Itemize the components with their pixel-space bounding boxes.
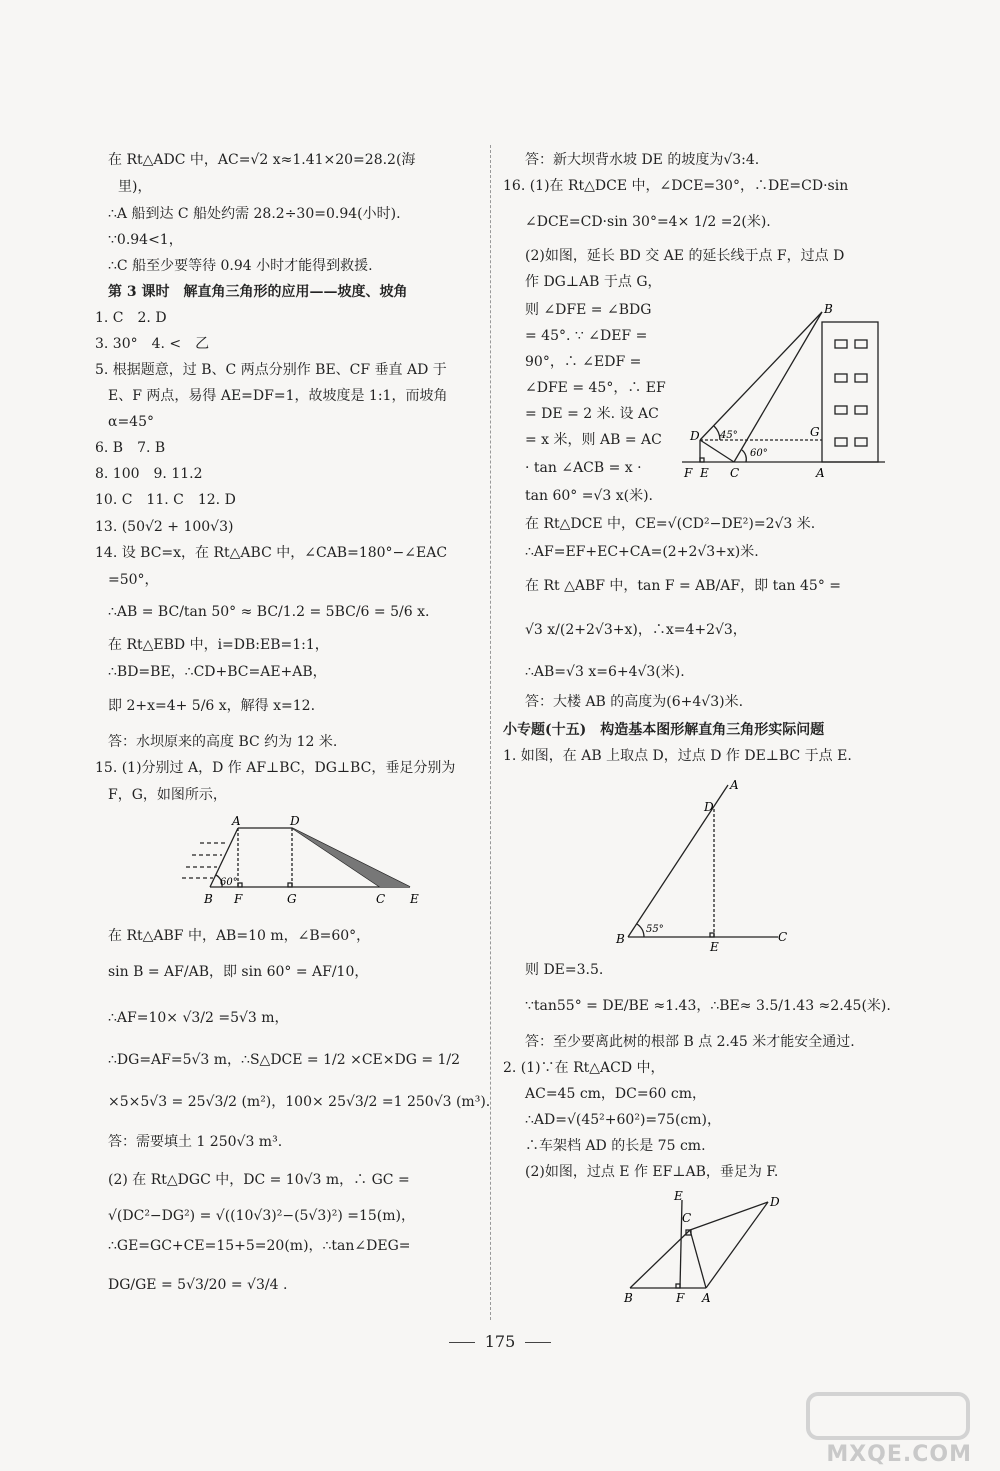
left-line: ∴AB = BC/tan 50° ≈ BC/1.2 = 5BC/6 = 5/6 x.	[108, 604, 430, 620]
left-line: 1. C 2. D	[95, 310, 167, 326]
right-line: (2)如图，过点 E 作 EF⊥AB，垂足为 F.	[525, 1164, 779, 1180]
right-line: = x 米，则 AB = AC	[525, 432, 662, 448]
fig15-label-a: A	[232, 814, 241, 828]
fig1-angle: 55°	[646, 924, 664, 935]
fig1-label-c: C	[778, 930, 788, 944]
fig16-angle-45: 45°	[720, 430, 738, 441]
left-line: =50°，	[108, 572, 159, 588]
fig16-label-a: A	[816, 466, 825, 480]
right-line: = DE = 2 米. 设 AC	[525, 406, 659, 422]
fig16-label-f: F	[684, 466, 693, 480]
fig15-angle: 60°	[220, 877, 238, 888]
right-line: 则 DE=3.5.	[525, 962, 604, 978]
right-line: ∵tan55° = DE/BE ≈1.43，∴BE≈ 3.5/1.43 ≈2.45(米).	[525, 998, 891, 1014]
left-line: α=45°	[108, 414, 154, 430]
right-line: 在 Rt△DCE 中，CE=√(CD²−DE²)=2√3 米.	[525, 516, 816, 532]
right-line: 90°，∴ ∠EDF =	[525, 354, 642, 370]
left-line: 在 Rt△EBD 中，i=DB:EB=1:1，	[108, 637, 329, 653]
column-divider	[490, 145, 491, 1320]
fig2-label-e: E	[674, 1189, 683, 1203]
fig16-angle-60: 60°	[750, 448, 768, 459]
left-line: ∴BD=BE，∴CD+BC=AE+AB，	[108, 664, 327, 680]
left-line: 13. (50√2 + 100√3)	[95, 519, 234, 535]
right-line: √3 x/(2+2√3+x)，∴x=4+2√3，	[525, 622, 747, 638]
fig16-label-d: D	[690, 429, 700, 443]
fig1-label-d: D	[704, 800, 714, 814]
left-line: 3. 30° 4. < 乙	[95, 336, 210, 352]
right-line: · tan ∠ACB = x ·	[525, 460, 642, 476]
right-line: 作 DG⊥AB 于点 G，	[525, 274, 662, 290]
right-line: = 45°. ∵ ∠DEF =	[525, 328, 648, 344]
right-line: 16. (1)在 Rt△DCE 中，∠DCE=30°，∴DE=CD·sin	[503, 178, 849, 194]
left-line: 里)，	[118, 179, 152, 195]
right-line: 2. (1)∵在 Rt△ACD 中，	[503, 1060, 665, 1076]
fig2-label-c: C	[682, 1211, 692, 1225]
fig16-label-c: C	[730, 466, 740, 480]
right-line: 小专题(十五) 构造基本图形解直角三角形实际问题	[503, 722, 825, 738]
right-line: 答：大楼 AB 的高度为(6+4√3)米.	[525, 694, 744, 710]
right-line: 在 Rt △ABF 中，tan F = AB/AF，即 tan 45° =	[525, 578, 842, 594]
fig2-label-b: B	[624, 1291, 633, 1305]
left-line: ∴C 船至少要等待 0.94 小时才能得到救援.	[108, 258, 373, 274]
right-line: (2)如图，延长 BD 交 AE 的延长线于点 F，过点 D	[525, 248, 845, 264]
right-line: ∴AD=√(45²+60²)=75(cm)，	[525, 1112, 721, 1128]
figure-2-bike	[620, 1190, 790, 1310]
left-line: ∵0.94<1，	[108, 232, 183, 248]
left-line: (2) 在 Rt△DGC 中，DC = 10√3 m，∴ GC =	[108, 1172, 410, 1188]
right-line: 答：至少要离此树的根部 B 点 2.45 米才能安全通过.	[525, 1034, 855, 1050]
left-line: 在 Rt△ABF 中，AB=10 m，∠B=60°，	[108, 928, 371, 944]
left-line: 6. B 7. B	[95, 440, 166, 456]
right-line: AC=45 cm，DC=60 cm，	[525, 1086, 706, 1102]
right-line: 答：新大坝背水坡 DE 的坡度为√3:4.	[525, 152, 760, 168]
fig15-label-f: F	[234, 892, 243, 906]
fig2-label-a: A	[702, 1291, 711, 1305]
fig15-label-d: D	[290, 814, 300, 828]
right-line: 则 ∠DFE = ∠BDG	[525, 302, 652, 318]
figure-16-building	[680, 300, 890, 485]
left-line: 在 Rt△ADC 中，AC=√2 x≈1.41×20=28.2(海	[108, 152, 416, 168]
left-line: 答：水坝原来的高度 BC 约为 12 米.	[108, 734, 338, 750]
left-line: ×5×5√3 = 25√3/2 (m²)，100× 25√3/2 =1 250√3 (m³).	[108, 1094, 491, 1110]
fig15-label-b: B	[204, 892, 213, 906]
left-line: DG/GE = 5√3/20 = √3/4 .	[108, 1277, 288, 1293]
fig16-label-b: B	[824, 302, 833, 316]
figure-1-tree	[610, 775, 800, 954]
fig2-label-d: D	[770, 1195, 780, 1209]
left-line: ∴DG=AF=5√3 m，∴S△DCE = 1/2 ×CE×DG = 1/2	[108, 1052, 461, 1068]
fig1-label-b: B	[616, 932, 625, 946]
left-line: 15. (1)分别过 A，D 作 AF⊥BC，DG⊥BC，垂足分别为	[95, 760, 456, 776]
fig1-label-e: E	[710, 940, 719, 954]
fig16-label-e: E	[700, 466, 709, 480]
left-line: 5. 根据题意，过 B、C 两点分别作 BE、CF 垂直 AD 于	[95, 362, 447, 378]
right-line: ∴AB=√3 x=6+4√3(米).	[525, 664, 685, 680]
right-line: ∠DCE=CD·sin 30°=4× 1/2 =2(米).	[525, 214, 771, 230]
left-line: E、F 两点，易得 AE=DF=1，故坡度是 1:1，而坡角	[108, 388, 448, 404]
left-line: ∴A 船到达 C 船处约需 28.2÷30=0.94(小时).	[108, 206, 401, 222]
fig15-label-e: E	[410, 892, 419, 906]
left-line: ∴AF=10× √3/2 =5√3 m，	[108, 1010, 289, 1026]
left-line: 10. C 11. C 12. D	[95, 492, 236, 508]
watermark-text: MXQE.COM	[826, 1442, 972, 1467]
left-line: ∴GE=GC+CE=15+5=20(m)，∴tan∠DEG=	[108, 1238, 411, 1254]
right-line: 1. 如图，在 AB 上取点 D，过点 D 作 DE⊥BC 于点 E.	[503, 748, 852, 764]
left-line: 第 3 课时 解直角三角形的应用——坡度、坡角	[108, 284, 408, 300]
fig2-label-f: F	[676, 1291, 685, 1305]
left-line: 即 2+x=4+ 5/6 x，解得 x=12.	[108, 698, 316, 714]
fig15-label-g: G	[287, 892, 297, 906]
left-line: 答：需要填土 1 250√3 m³.	[108, 1134, 283, 1150]
right-line: tan 60° =√3 x(米).	[525, 488, 653, 504]
figure-15-dam	[170, 815, 430, 910]
left-line: 8. 100 9. 11.2	[95, 466, 203, 482]
right-line: ∠DFE = 45°，∴ EF	[525, 380, 666, 396]
left-line: 14. 设 BC=x，在 Rt△ABC 中，∠CAB=180°−∠EAC	[95, 545, 448, 561]
right-line: ∴AF=EF+EC+CA=(2+2√3+x)米.	[525, 544, 759, 560]
left-line: F，G，如图所示，	[108, 787, 227, 803]
left-line: sin B = AF/AB，即 sin 60° = AF/10，	[108, 964, 369, 980]
fig16-label-g: G	[810, 425, 820, 439]
fig15-label-c: C	[376, 892, 386, 906]
fig1-label-a: A	[730, 778, 739, 792]
page-number: 175	[0, 1332, 1000, 1351]
right-line: ∴车架档 AD 的长是 75 cm.	[525, 1138, 706, 1154]
left-line: √(DC²−DG²) = √((10√3)²−(5√3)²) =15(m)，	[108, 1208, 415, 1224]
